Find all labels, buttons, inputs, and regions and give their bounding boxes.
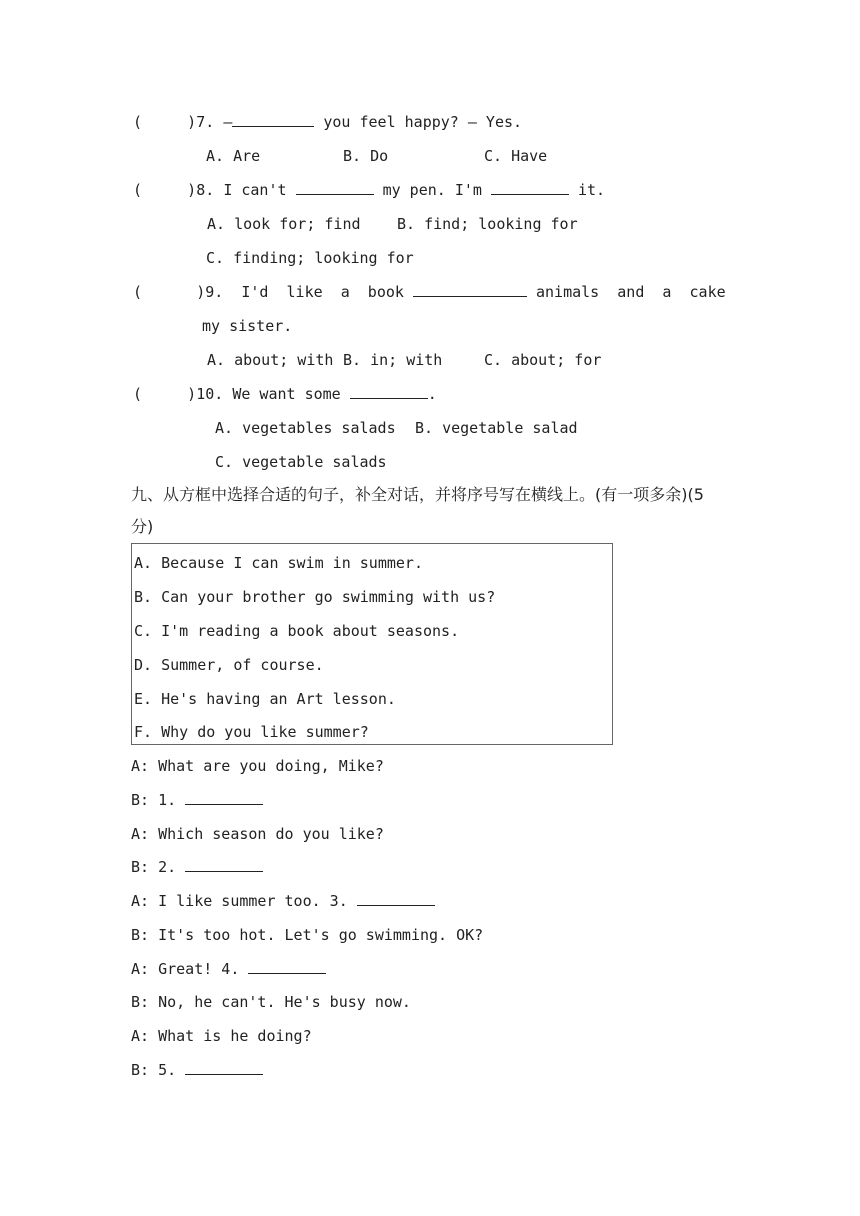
answer-blank-4[interactable] <box>248 959 326 974</box>
dialogue-text: A: Great! 4. <box>131 960 240 978</box>
q7-prefix: — <box>223 113 233 131</box>
option-c: C. I'm reading a book about seasons. <box>134 622 460 640</box>
dialogue-text: B: 2. <box>131 858 177 876</box>
q9-option-c: C. about; for <box>484 351 602 369</box>
q10-blank[interactable] <box>350 384 428 399</box>
q9-answer-paren: ( )9. <box>133 283 224 301</box>
question-9 <box>133 282 726 302</box>
q8-blank-1[interactable] <box>296 180 374 195</box>
question-7 <box>133 112 522 132</box>
q9-option-a: A. about; with <box>207 351 334 369</box>
dialogue-line-10 <box>131 1060 263 1080</box>
q8-part3: it. <box>578 181 606 199</box>
q10-option-a: A. vegetables salads <box>215 419 396 437</box>
section-9-heading-cont: 分) <box>131 517 154 536</box>
q10-option-c: C. vegetable salads <box>215 453 387 471</box>
dialogue-text: A: I like summer too. 3. <box>131 892 348 910</box>
q8-answer-paren: ( )8. <box>133 181 215 199</box>
dialogue-line-9: A: What is he doing? <box>131 1027 312 1045</box>
q10-option-b: B. vegetable salad <box>415 419 578 437</box>
q9-line2: my sister. <box>202 317 293 335</box>
q8-option-c: C. finding; looking for <box>206 249 414 267</box>
dialogue-line-2 <box>131 790 263 810</box>
dialogue-line-7 <box>131 959 326 979</box>
q10-part2: . <box>427 385 437 403</box>
answer-blank-3[interactable] <box>357 891 435 906</box>
q7-answer-paren: ( )7. <box>133 113 215 131</box>
q7-option-b: B. Do <box>343 147 389 165</box>
section-9-heading: 九、从方框中选择合适的句子，补全对话，并将序号写在横线上。(有一项多余)(5 <box>131 485 704 504</box>
dialogue-line-1: A: What are you doing, Mike? <box>131 757 384 775</box>
q8-option-a: A. look for; find <box>207 215 361 233</box>
dialogue-line-6: B: It's too hot. Let's go swimming. OK? <box>131 926 484 944</box>
option-d: D. Summer, of course. <box>134 656 324 674</box>
dialogue-line-4 <box>131 857 263 877</box>
q8-option-b: B. find; looking for <box>397 215 578 233</box>
q7-option-c: C. Have <box>484 147 548 165</box>
answer-blank-2[interactable] <box>185 857 263 872</box>
option-f: F. Why do you like summer? <box>134 723 369 741</box>
q7-blank[interactable] <box>232 112 314 127</box>
q8-part2: my pen. I'm <box>382 181 482 199</box>
q9-blank-1[interactable] <box>413 282 527 297</box>
answer-blank-5[interactable] <box>185 1060 263 1075</box>
dialogue-text: B: 1. <box>131 791 177 809</box>
dialogue-line-3: A: Which season do you like? <box>131 825 384 843</box>
q7-option-a: A. Are <box>206 147 261 165</box>
option-b: B. Can your brother go swimming with us? <box>134 588 496 606</box>
question-10 <box>133 384 437 404</box>
q8-part1: I can't <box>223 181 287 199</box>
q8-blank-2[interactable] <box>491 180 569 195</box>
q10-answer-paren: ( )10. <box>133 385 224 403</box>
q9-option-b: B. in; with <box>343 351 443 369</box>
answer-blank-1[interactable] <box>185 790 263 805</box>
option-e: E. He's having an Art lesson. <box>134 690 396 708</box>
option-a: A. Because I can swim in summer. <box>134 554 423 572</box>
dialogue-line-5 <box>131 891 435 911</box>
q9-part2: animals and a cake <box>536 283 726 301</box>
q10-part1: We want some <box>232 385 341 403</box>
dialogue-text: B: 5. <box>131 1061 177 1079</box>
q9-part1: I'd like a book <box>241 283 404 301</box>
question-8 <box>133 180 605 200</box>
q7-suffix: you feel happy? — Yes. <box>323 113 523 131</box>
dialogue-line-8: B: No, he can't. He's busy now. <box>131 993 411 1011</box>
options-box <box>131 543 613 745</box>
